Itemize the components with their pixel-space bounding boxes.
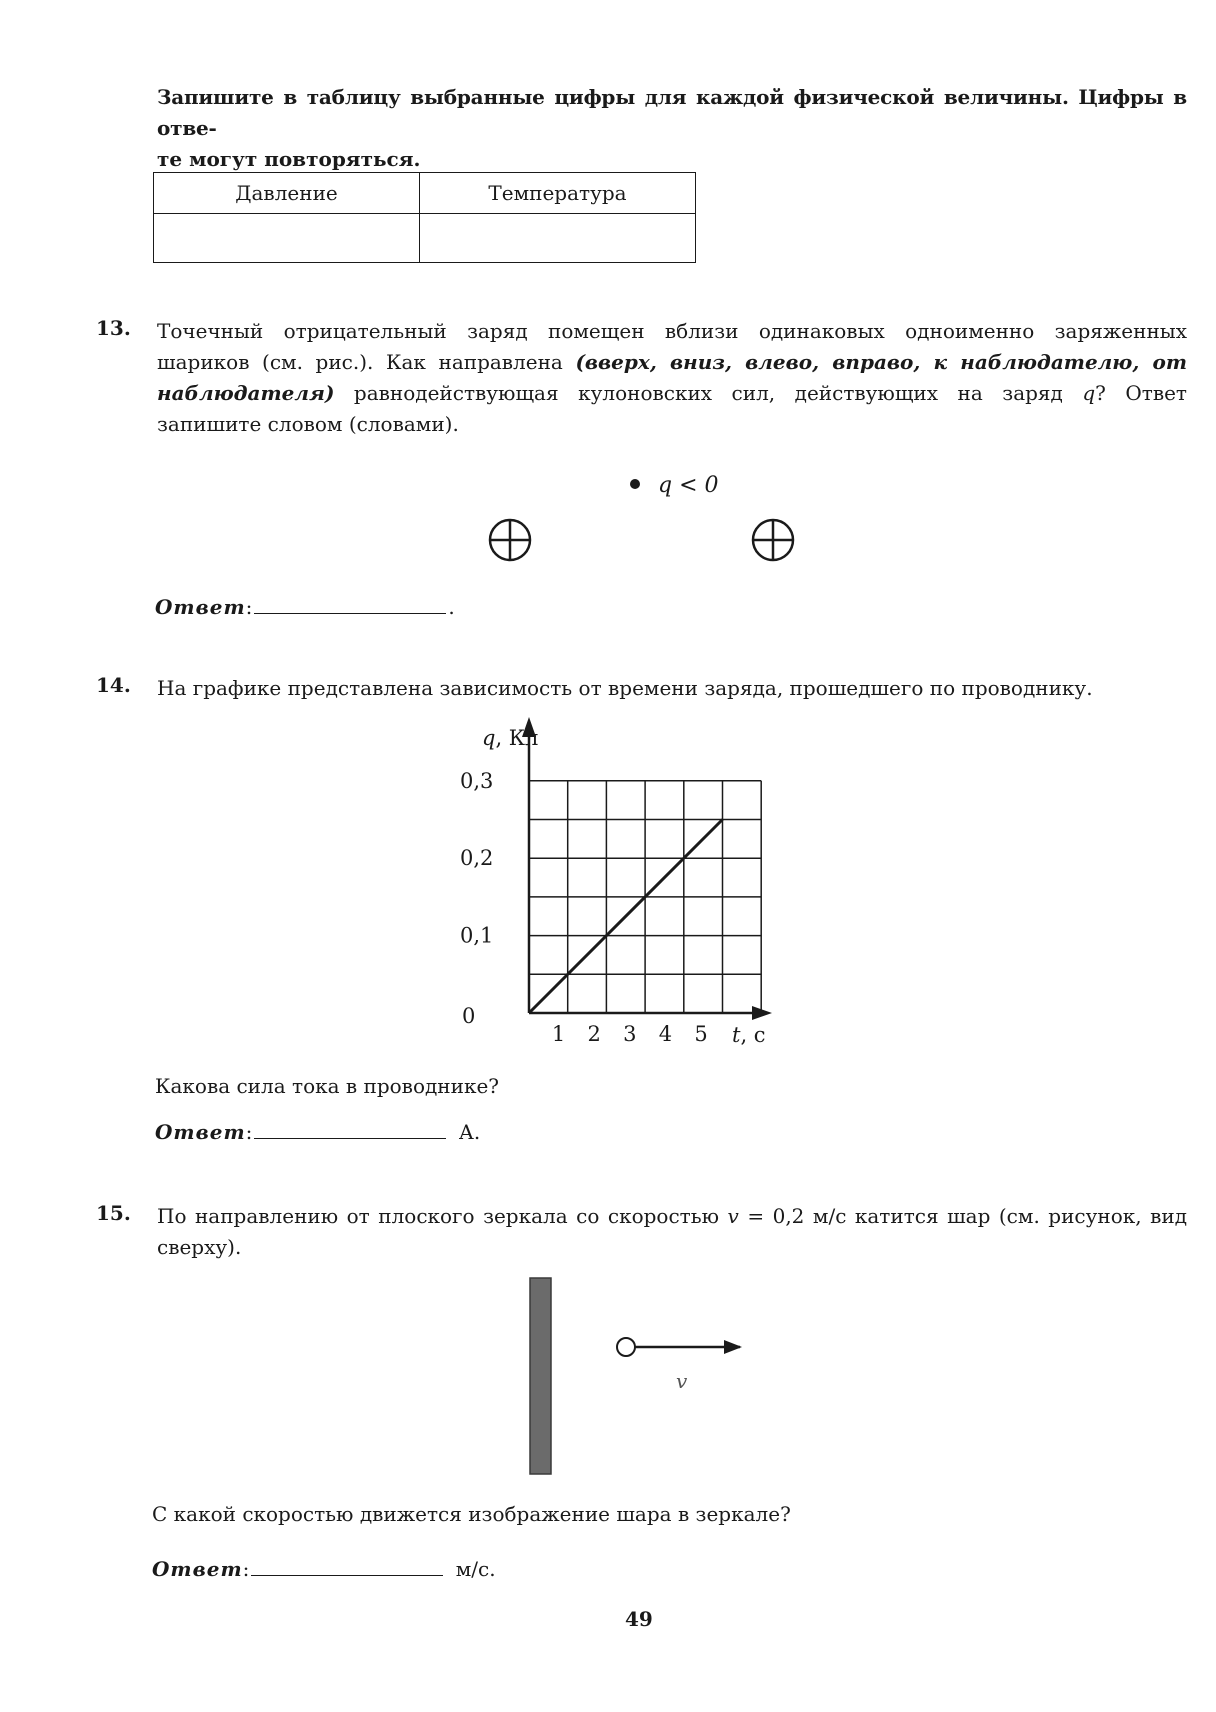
question-13-answer: Ответ: . bbox=[155, 595, 455, 619]
y-tick-label: 0,1 bbox=[460, 923, 494, 948]
answer-input-15[interactable] bbox=[251, 1557, 443, 1576]
question-13-text-c: ? Ответ запишите словом (словами). bbox=[157, 381, 1187, 436]
origin-label: 0 bbox=[462, 1004, 476, 1028]
positive-ball-left bbox=[490, 520, 530, 560]
mirror-figure bbox=[520, 1270, 760, 1480]
question-13-text-a: Точечный отрицательный заряд помещен вблизи одинаковых одноименно заряженных шариков (см. рис.). Как направлена bbox=[157, 319, 1187, 374]
question-15-text-a: По направлению от плоского зеркала со скоростью bbox=[157, 1204, 728, 1228]
answer-suffix: . bbox=[448, 595, 455, 619]
series-line-q-t bbox=[529, 820, 723, 1014]
chart-series bbox=[529, 820, 723, 1014]
x-axis-arrow bbox=[752, 1006, 772, 1020]
y-tick-label: 0,2 bbox=[460, 846, 494, 871]
question-14-question: Какова сила тока в проводнике? bbox=[155, 1074, 500, 1098]
y-tick-label: 0,3 bbox=[460, 768, 494, 793]
table-cell-temperature[interactable] bbox=[420, 214, 696, 263]
answer-label: Ответ bbox=[155, 595, 246, 619]
x-axis-label: t, с bbox=[732, 1023, 766, 1047]
answer-table bbox=[153, 172, 696, 263]
question-13-text-b: равнодействующая кулоновских сил, действующих на заряд bbox=[334, 381, 1083, 405]
intro-text bbox=[157, 82, 1187, 175]
question-15-text bbox=[157, 1201, 1187, 1263]
question-15-text-b: = 0,2 м/с катится шар (см. рисунок, вид сверху). bbox=[157, 1204, 1188, 1259]
table-header-row bbox=[154, 173, 696, 214]
question-15-number: 15. bbox=[96, 1201, 131, 1225]
question-15-v-var: v bbox=[727, 1204, 739, 1228]
table-cell-pressure[interactable] bbox=[154, 214, 420, 263]
x-tick-label: 2 bbox=[587, 1022, 601, 1046]
question-14-answer: Ответ: А. bbox=[155, 1120, 481, 1144]
velocity-label: v bbox=[676, 1369, 688, 1393]
intro-line-2: те могут повторяться. bbox=[157, 147, 421, 171]
plane-mirror bbox=[530, 1278, 551, 1474]
negative-charge-dot bbox=[630, 479, 640, 489]
question-13-q-var: q bbox=[1082, 381, 1096, 405]
intro-line-1: Запишите в таблицу выбранные цифры для каждой физической величины. Цифры в отве- bbox=[157, 85, 1187, 140]
ball bbox=[617, 1338, 635, 1356]
answer-unit: м/с. bbox=[455, 1557, 496, 1581]
x-tick-label: 1 bbox=[551, 1022, 566, 1046]
question-13-number: 13. bbox=[96, 316, 131, 340]
question-14-number: 14. bbox=[96, 673, 131, 697]
charge-time-chart bbox=[430, 715, 850, 1055]
charge-label: q < 0 bbox=[658, 473, 719, 498]
x-tick-label: 4 bbox=[658, 1022, 673, 1046]
page-number: 49 bbox=[625, 1607, 653, 1631]
positive-ball-right bbox=[753, 520, 793, 560]
velocity-arrow-head bbox=[724, 1340, 742, 1354]
answer-input-13[interactable] bbox=[254, 595, 446, 614]
x-tick-label: 3 bbox=[623, 1022, 637, 1046]
answer-label: Ответ bbox=[152, 1557, 243, 1581]
table-header-temperature: Температура bbox=[420, 173, 696, 214]
question-15-answer: Ответ: м/с. bbox=[152, 1557, 496, 1581]
x-tick-label: 5 bbox=[694, 1022, 708, 1046]
answer-unit: А. bbox=[458, 1120, 481, 1144]
question-15-question: С какой скоростью движется изображение шара в зеркале? bbox=[152, 1502, 791, 1526]
y-axis-label: q, Кл bbox=[482, 726, 539, 750]
chart-ticks bbox=[460, 726, 766, 1047]
answer-input-14[interactable] bbox=[254, 1120, 446, 1139]
table-answer-row bbox=[154, 214, 696, 263]
question-14-text: На графике представлена зависимость от времени заряда, прошедшего по проводнику. bbox=[157, 676, 1093, 700]
question-13-options: (вверх, вниз, влево, вправо, к наблюдателю, от наблюдателя) bbox=[157, 350, 1188, 405]
table-header-pressure: Давление bbox=[154, 173, 420, 214]
answer-label: Ответ bbox=[155, 1120, 246, 1144]
charges-figure bbox=[470, 455, 830, 575]
question-13-text bbox=[157, 316, 1187, 440]
